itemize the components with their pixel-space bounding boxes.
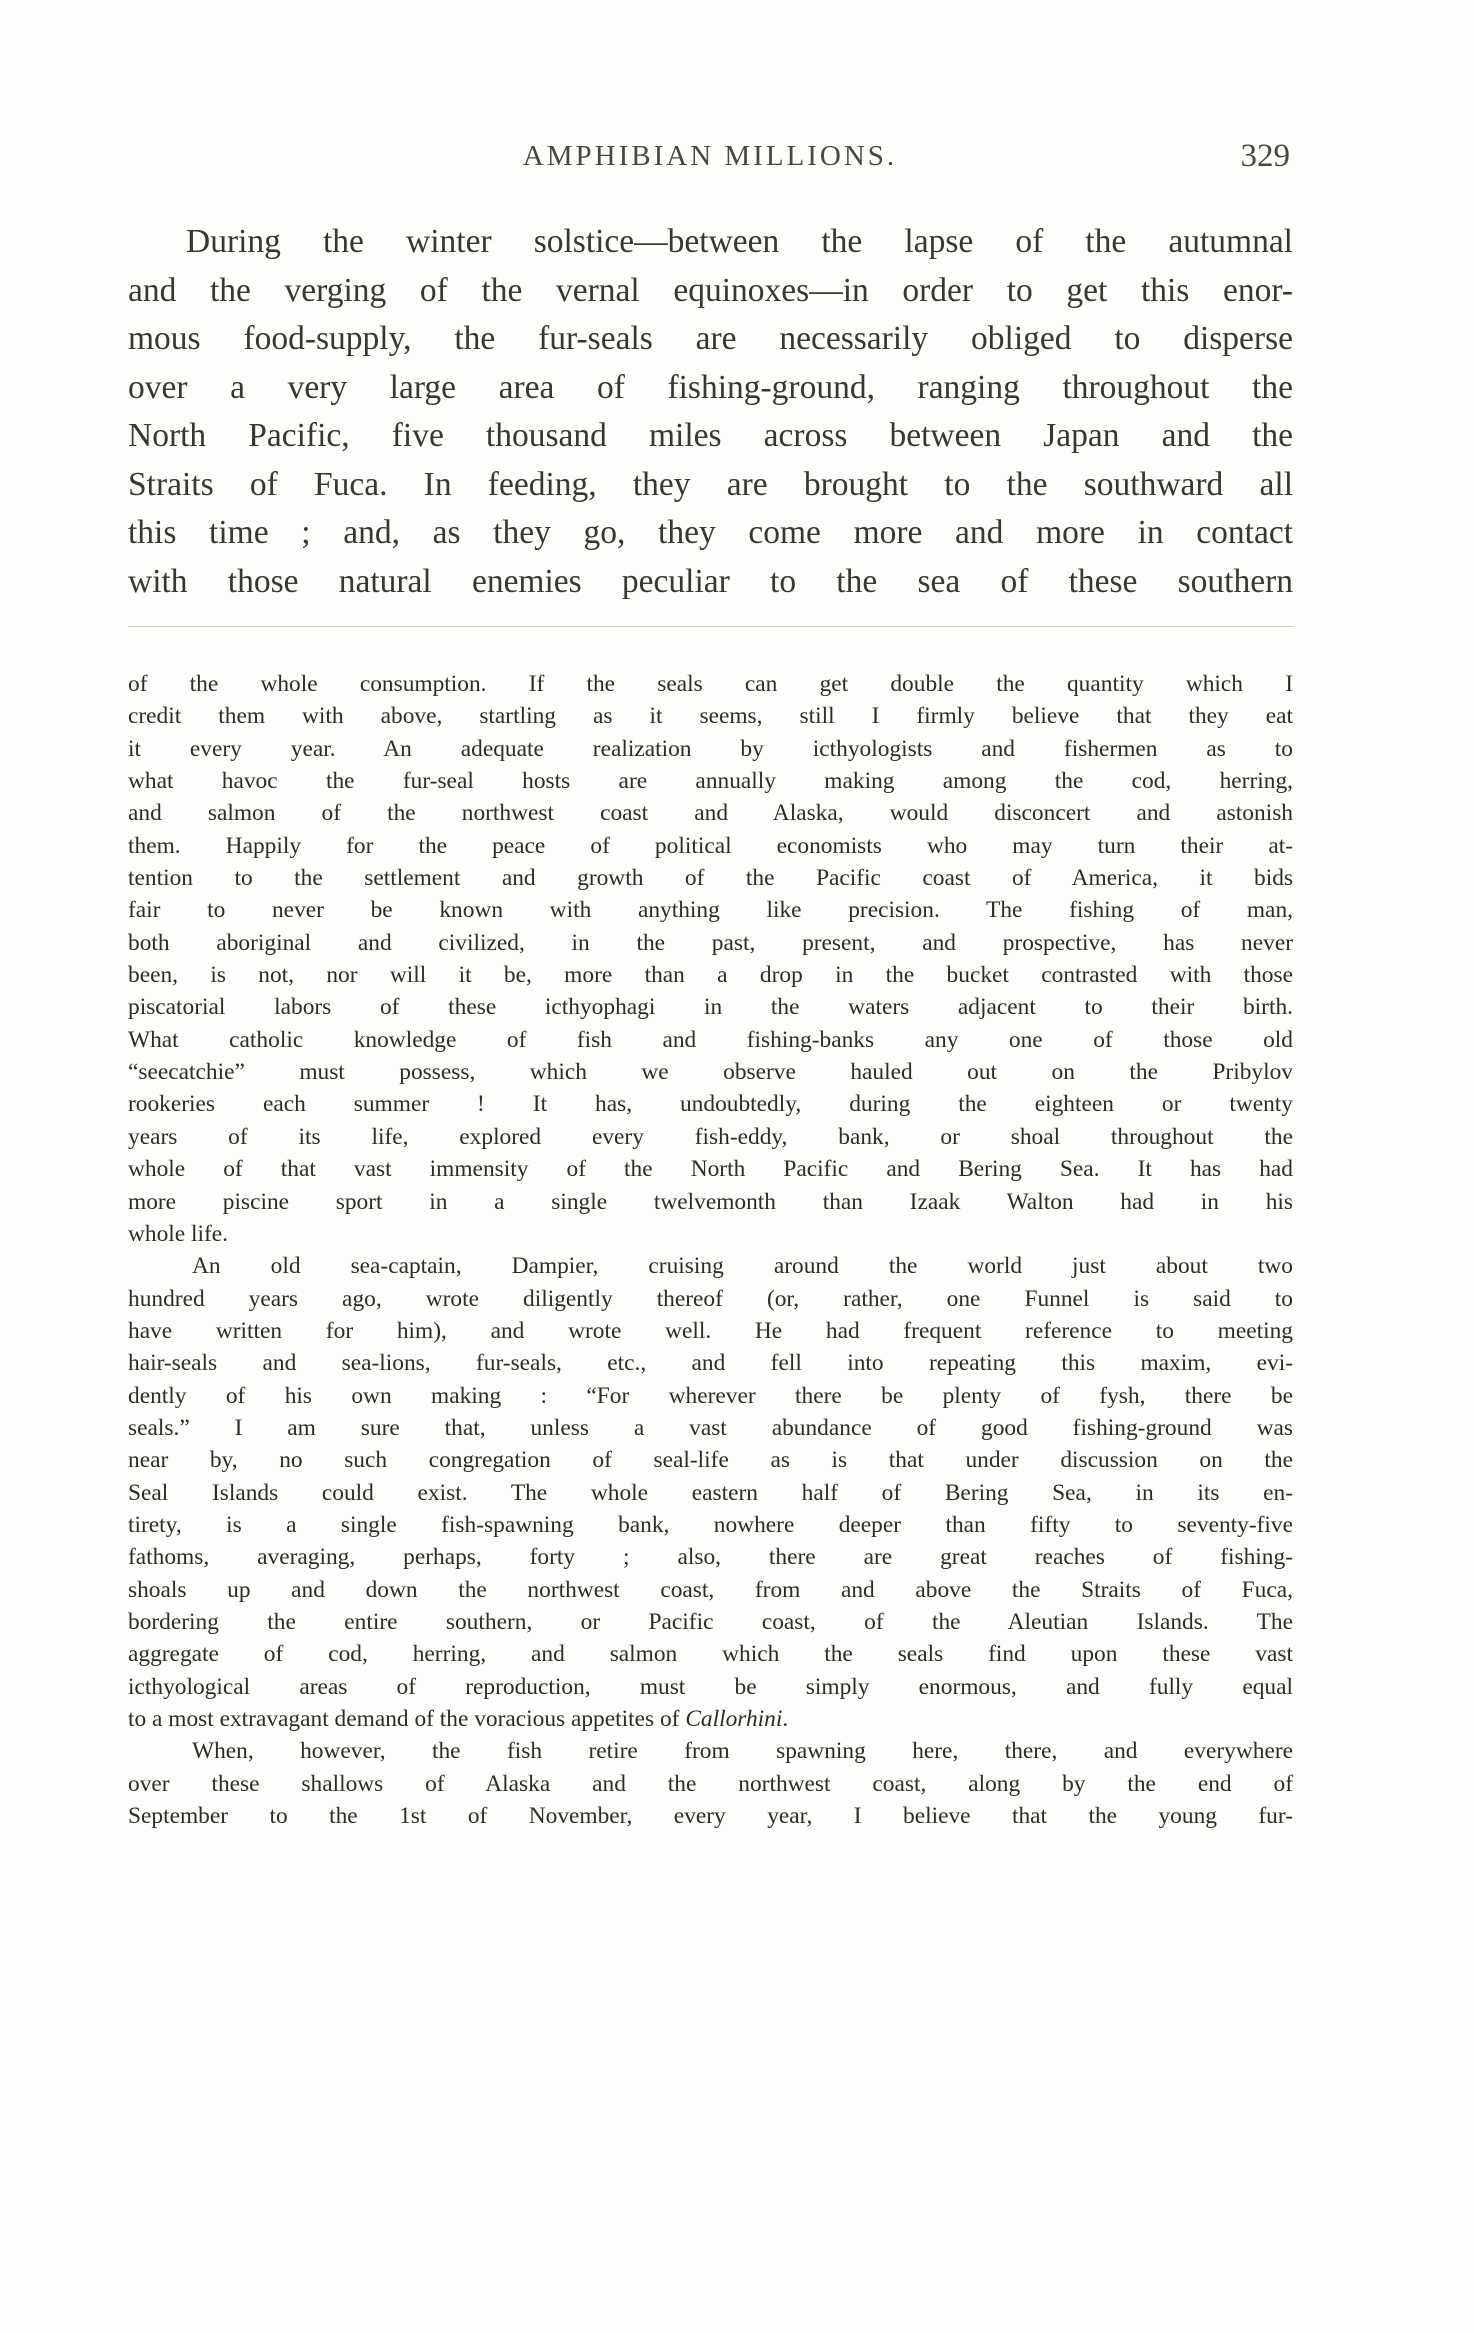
note-line: and salmon of the northwest coast and Alaska, would disconcert and astonish <box>128 800 1293 827</box>
footnote-block <box>128 668 1293 1832</box>
page-number: 329 <box>1240 138 1290 174</box>
note-line: both aboriginal and civilized, in the past, present, and prospective, has never <box>128 929 1293 956</box>
note-line: aggregate of cod, herring, and salmon which the seals find upon these vast <box>128 1641 1293 1668</box>
note-line: “seecatchie” must possess, which we observe hauled out on the Pribylov <box>128 1059 1293 1086</box>
note-line: of the whole consumption. If the seals can get double the quantity which I <box>128 671 1293 697</box>
note-line: An old sea-captain, Dampier, cruising around the world just about two <box>192 1253 1293 1280</box>
note-line: bordering the entire southern, or Pacific coast, of the Aleutian Islands. The <box>128 1608 1293 1635</box>
note-line: When, however, the fish retire from spawning here, there, and everywhere <box>192 1738 1293 1765</box>
body-line: North Pacific, five thousand miles across between Japan and the <box>128 417 1293 454</box>
note-line: over these shallows of Alaska and the northwest coast, along by the end of <box>128 1770 1293 1797</box>
note-text: to a most extravagant demand of the voracious appetites of <box>128 1706 686 1732</box>
note-line: hundred years ago, wrote diligently thereof (or, rather, one Funnel is said to <box>128 1285 1293 1312</box>
running-head <box>130 140 1290 180</box>
note-line: been, is not, nor will it be, more than a drop in the bucket contrasted with those <box>128 962 1293 989</box>
note-line: piscatorial labors of these icthyophagi in the waters adjacent to their birth. <box>128 994 1293 1021</box>
body-line: over a very large area of fishing-ground, ranging throughout the <box>128 368 1293 406</box>
note-line: shoals up and down the northwest coast, from and above the Straits of Fuca, <box>128 1576 1293 1603</box>
note-line: fathoms, averaging, perhaps, forty ; also, there are great reaches of fishing- <box>128 1544 1293 1571</box>
note-line: icthyological areas of reproduction, must be simply enormous, and fully equal <box>128 1673 1293 1700</box>
body-line: with those natural enemies peculiar to the sea of these southern <box>128 562 1293 600</box>
body-line: this time ; and, as they go, they come more and more in contact <box>128 514 1293 551</box>
note-line: tention to the settlement and growth of the Pacific coast of America, it bids <box>128 865 1293 892</box>
note-line: near by, no such congregation of seal-life as is that under discussion on the <box>128 1447 1293 1474</box>
running-title: AMPHIBIAN MILLIONS. <box>522 140 898 172</box>
genus-name: Callorhini <box>685 1706 783 1732</box>
note-line-with-italic <box>128 1703 1293 1735</box>
note-line: have written for him), and wrote well. He had frequent reference to meeting <box>128 1317 1293 1344</box>
note-line: seals.” I am sure that, unless a vast abundance of good fishing-ground was <box>128 1414 1293 1441</box>
body-line: Straits of Fuca. In feeding, they are brought to the southward all <box>128 465 1293 503</box>
note-line: September to the 1st of November, every year, I believe that the young fur- <box>128 1803 1293 1830</box>
note-line: them. Happily for the peace of political economists who may turn their at- <box>128 832 1293 859</box>
main-paragraph <box>128 218 1293 606</box>
note-line: Seal Islands could exist. The whole eastern half of Bering Sea, in its en- <box>128 1479 1293 1506</box>
note-line: hair-seals and sea-lions, fur-seals, etc., and fell into repeating this maxim, evi- <box>128 1350 1293 1377</box>
note-line: credit them with above, startling as it seems, still I firmly believe that they eat <box>128 703 1293 730</box>
note-line: it every year. An adequate realization by icthyologists and fishermen as to <box>128 735 1293 762</box>
note-line: tirety, is a single fish-spawning bank, nowhere deeper than fifty to seventy-five <box>128 1511 1293 1538</box>
footnote-divider <box>128 626 1293 627</box>
note-line: fair to never be known with anything like precision. The fishing of man, <box>128 897 1293 924</box>
note-line: What catholic knowledge of fish and fishing-banks any one of those old <box>128 1026 1293 1053</box>
note-line: years of its life, explored every fish-eddy, bank, or shoal throughout the <box>128 1123 1293 1150</box>
note-line: whole of that vast immensity of the North Pacific and Bering Sea. It has had <box>128 1156 1293 1183</box>
body-line: mous food-supply, the fur-seals are necessarily obliged to disperse <box>128 320 1293 357</box>
note-line: more piscine sport in a single twelvemonth than Izaak Walton had in his <box>128 1188 1293 1215</box>
body-line: During the winter solstice—between the lapse of the autumnal <box>186 223 1293 260</box>
note-line: whole life. <box>128 1220 229 1247</box>
note-line: dently of his own making : “For wherever there be plenty of fysh, there be <box>128 1382 1293 1409</box>
note-line: what havoc the fur-seal hosts are annually making among the cod, herring, <box>128 768 1293 795</box>
body-line: and the verging of the vernal equinoxes—in order to get this enor- <box>128 271 1293 309</box>
note-period: . <box>782 1706 789 1732</box>
note-line: rookeries each summer ! It has, undoubtedly, during the eighteen or twenty <box>128 1091 1293 1118</box>
